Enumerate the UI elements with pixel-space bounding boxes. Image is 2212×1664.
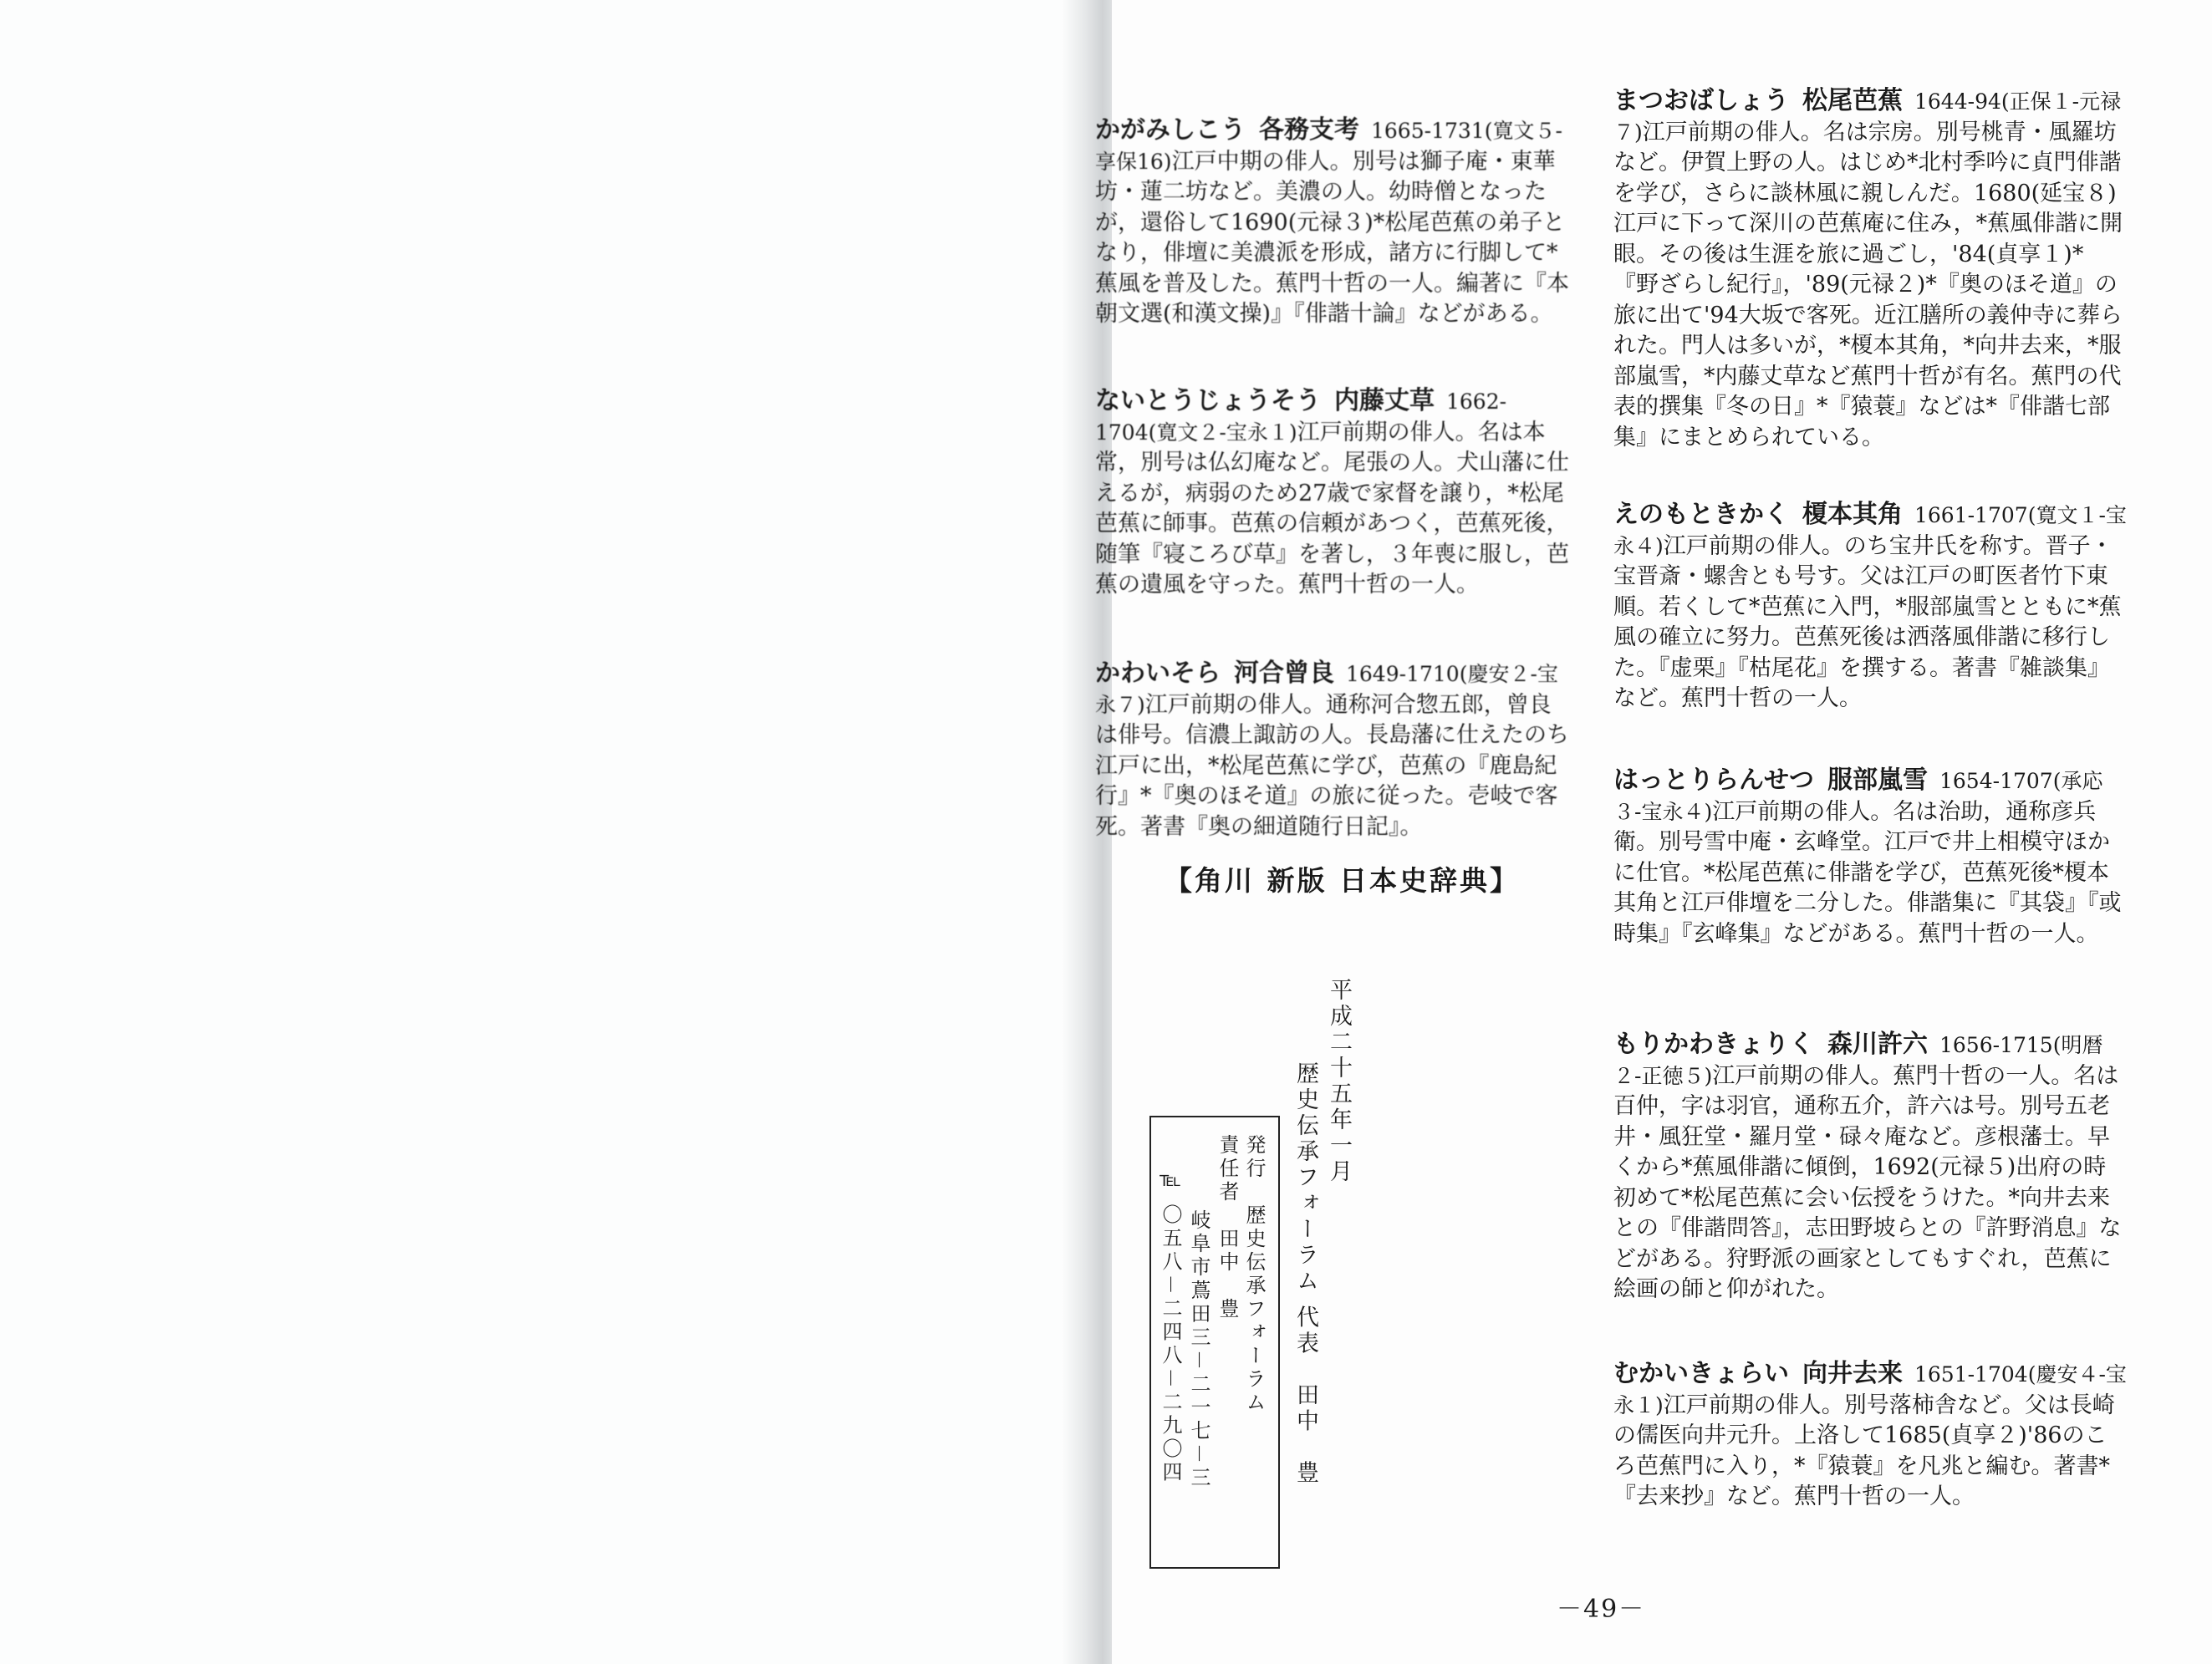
entry-years: 1649-1710(慶安２-宝永７) <box>1095 662 1558 717</box>
source-title: 【角川 新版 日本史辞典】 <box>1165 864 1520 897</box>
entry-text: 江戸前期の俳人。名は治助，通称彦兵衛。別号雪中庵・玄峰堂。江戸で井上相模守ほかに仕官。*松尾芭蕉に俳諧を学び，芭蕉死後*榎本其角と江戸俳壇を二分した。俳諧集に『其袋』『或時集』『玄峰集』などがある。蕉門十哲の一人。 <box>1613 798 2122 947</box>
entry-enomoto-kikaku <box>1613 500 2128 715</box>
imprint-address: 岐阜市蔦田三－二一七－三 <box>1187 1209 1210 1490</box>
imprint-phone: ℡ 〇五八－二四八－二九〇四 <box>1159 1168 1182 1485</box>
entry-years: 1651-1704(慶安４-宝永１) <box>1613 1362 2127 1417</box>
entry-mukai-kyorai <box>1613 1359 2128 1513</box>
imprint-responsible: 責任者 田中 豊 <box>1216 1134 1239 1321</box>
entry-kana: かがみしこう <box>1095 115 1246 145</box>
entry-name: 森川許六 <box>1827 1030 1928 1059</box>
entry-name: 榎本其角 <box>1802 500 1903 529</box>
entry-kana: はっとりらんせつ <box>1613 766 1814 795</box>
entry-kawai-sora <box>1095 659 1572 842</box>
entry-kagami-shiko <box>1095 115 1572 330</box>
entry-years: 1656-1715(明暦２-正徳５) <box>1613 1033 2103 1088</box>
entry-name: 各務支考 <box>1259 115 1359 145</box>
imprint-box <box>1149 1116 1280 1569</box>
entry-text: 江戸前期の俳人。のち宝井氏を称す。晋子・宝晋斎・螺舎とも号す。父は江戸の町医者竹下東順。若くして*芭蕉に入門，*服部嵐雪とともに*蕉風の確立に努力。芭蕉死後は洒落風俳諧に移行した。『虚栗』『枯尾花』を撰する。著書『雑談集』など。蕉門十哲の一人。 <box>1613 532 2122 711</box>
entry-years: 1661-1707(寛文１-宝永４) <box>1613 503 2127 558</box>
entry-morikawa-kyoriku <box>1613 1030 2128 1305</box>
entry-kana: むかいきょらい <box>1613 1359 1789 1388</box>
entry-years: 1654-1707(承応３-宝永４) <box>1613 769 2103 824</box>
entry-hattori-ransetsu <box>1613 766 2128 949</box>
entry-years: 1662-1704(寛文２-宝永１) <box>1095 389 1507 445</box>
entry-text: 江戸前期の俳人。蕉門十哲の一人。名は百仲，字は羽官，通称五介，許六は号。別号五老井・風狂堂・羅月堂・碌々庵など。彦根藩士。早くから*蕉風俳諧に傾倒，1692(元禄５)出府の時初めて*松尾芭蕉に会い伝授をうけた。*向井去来との『俳諧問答』，志田野坡らとの『許野消息』などがある。狩野派の画家としてもすぐれ，芭蕉に絵画の師と仰がれた。 <box>1613 1062 2122 1302</box>
entry-text: 江戸前期の俳人。名は宗房。別号桃青・風羅坊など。伊賀上野の人。はじめ*北村季吟に貞門俳諧を学び，さらに談林風に親しんだ。1680(延宝８)江戸に下って深川の芭蕉庵に住み，*蕉風俳諧に開眼。その後は生涯を旅に過ごし，'84(貞享１)*『野ざらし紀行』，'89(元禄２)*『奥のほそ道』の旅に出て'94大坂で客死。近江膳所の義仲寺に葬られた。門人は多いが，*榎本其角，*向井去来，*服部嵐雪，*内藤丈草など蕉門十哲が有名。蕉門の代表的撰集『冬の日』*『猿蓑』などは*『俳諧七部集』にまとめられている。 <box>1613 119 2123 450</box>
entry-text: 江戸前期の俳人。名は本常，別号は仏幻庵など。尾張の人。犬山藩に仕えるが，病弱のため27歳で家督を譲り，*松尾芭蕉に師事。芭蕉の信頼があつく，芭蕉死後，随筆『寝ころび草』を著し，３年喪に服し，芭蕉の遺風を守った。蕉門十哲の一人。 <box>1095 419 1569 598</box>
entry-name: 内藤丈草 <box>1334 386 1435 415</box>
entry-name: 松尾芭蕉 <box>1802 86 1903 115</box>
entry-kana: まつおばしょう <box>1613 86 1789 115</box>
entry-text: 江戸中期の俳人。別号は獅子庵・東華坊・蓮二坊など。美濃の人。幼時僧となったが，還俗して1690(元禄３)*松尾芭蕉の弟子となり，俳壇に美濃派を形成，諸方に行脚して*蕉風を普及した。蕉門十哲の一人。編著に『本朝文選(和漢文操)』『俳諧十論』などがある。 <box>1095 148 1569 327</box>
entry-kana: えのもときかく <box>1613 500 1789 529</box>
entry-kana: かわいそら <box>1095 659 1221 688</box>
entry-name: 向井去来 <box>1802 1359 1903 1388</box>
colophon-publisher: 歴史伝承フォーラム 代表 田中 豊 <box>1292 1061 1318 1487</box>
entry-years: 1665-1731(寛文５-享保16) <box>1095 119 1562 174</box>
colophon-date: 平成二十五年一月 <box>1326 978 1352 1185</box>
entry-naito-joso <box>1095 386 1572 601</box>
left-page <box>0 0 1087 1664</box>
page-number: －49－ <box>1557 1595 1646 1624</box>
entry-kana: もりかわきょりく <box>1613 1030 1814 1059</box>
entry-kana: ないとうじょうそう <box>1095 386 1321 415</box>
entry-text: 江戸前期の俳人。別号落柿舎など。父は長崎の儒医向井元升。上洛して1685(貞享２)'86のころ芭蕉門に入り，*『猿蓑』を凡兆と編む。著書*『去来抄』など。蕉門十哲の一人。 <box>1613 1392 2115 1509</box>
entry-matsuo-basho <box>1613 86 2128 453</box>
entry-name: 河合曾良 <box>1234 659 1334 688</box>
entry-years: 1644-94(正保１-元禄７) <box>1613 89 2122 145</box>
entry-text: 江戸前期の俳人。通称河合惣五郎，曾良は俳号。信濃上諏訪の人。長島藩に仕えたのち江戸に出，*松尾芭蕉に学び，芭蕉の『鹿島紀行』*『奥のほそ道』の旅に従った。壱岐で客死。著書『奥の細道随行日記』。 <box>1095 691 1569 840</box>
imprint-issuer: 発行 歴史伝承フォーラム <box>1242 1134 1266 1415</box>
entry-name: 服部嵐雪 <box>1827 766 1928 795</box>
